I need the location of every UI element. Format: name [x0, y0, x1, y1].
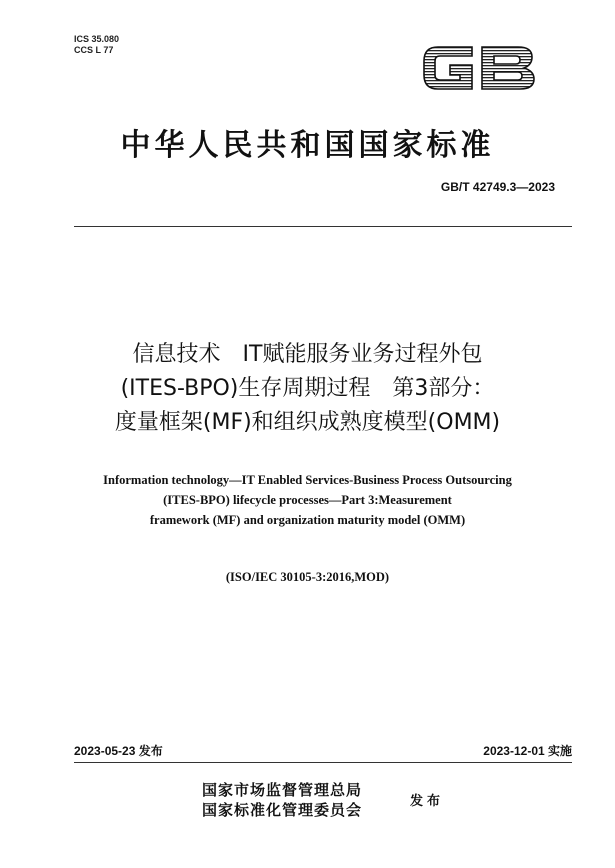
english-title [0, 470, 615, 530]
chinese-title-line-1: 信息技术 IT赋能服务业务过程外包 [132, 342, 483, 367]
chinese-title [0, 338, 615, 440]
chinese-title-line-2: (ITES-BPO)生存周期过程 第3部分： [120, 376, 495, 401]
issuing-authorities [202, 780, 362, 820]
classification-codes [74, 34, 119, 56]
english-title-line-3: framework (MF) and organization maturity model (OMM) [149, 513, 466, 527]
issuer-1: 国家市场监督管理总局 [202, 781, 363, 799]
header-divider [74, 226, 572, 227]
adoption-reference: (ISO/IEC 30105-3:2016,MOD) [225, 570, 390, 584]
english-title-line-1: Information technology—IT Enabled Services-Business Process Outsourcing [103, 473, 512, 487]
chinese-title-line-3: 度量框架(MF)和组织成熟度模型(OMM) [114, 410, 501, 435]
standard-name: 中华人民共和国国家标准 [120, 128, 495, 163]
issue-date: 2023-05-23 发布 [74, 744, 163, 758]
english-title-line-2: (ITES-BPO) lifecycle processes—Part 3:Measurement [163, 493, 452, 507]
footer-divider [74, 762, 572, 763]
standard-number: GB/T 42749.3—2023 [440, 180, 555, 194]
ccs-code: CCS L 77 [74, 45, 114, 55]
issuer-2: 国家标准化管理委员会 [202, 801, 363, 819]
ics-code: ICS 35.080 [74, 34, 120, 44]
gb-logo-icon [418, 38, 540, 98]
implementation-date: 2023-12-01 实施 [483, 744, 572, 758]
issue-verb: 发布 [410, 794, 445, 809]
